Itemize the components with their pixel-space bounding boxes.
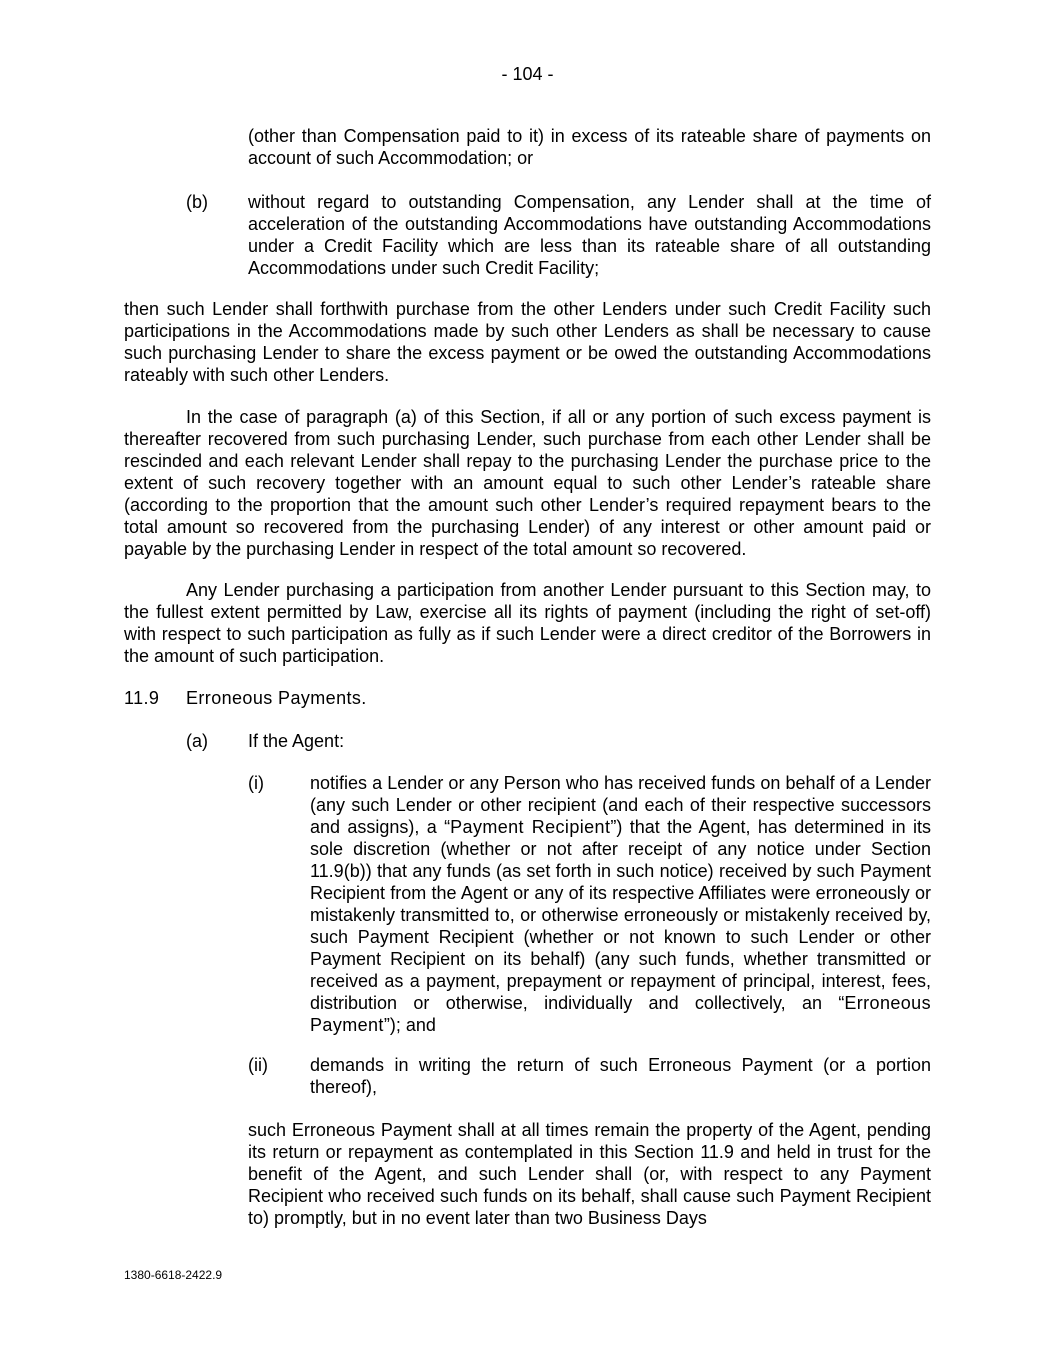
item-i-text	[310, 772, 931, 1036]
item-b-text: without regard to outstanding Compensation, any Lender shall at the time of acceleration of the outstanding Accommodations have outstanding Accommodations under a Credit Facility which are less than its rateable share of all outstanding Accommodations under such Credit Facility;	[248, 192, 931, 278]
continuation-paragraph: (other than Compensation paid to it) in excess of its rateable share of payments on account of such Accommodation; or	[248, 126, 931, 168]
document-id-footer: 1380-6618-2422.9	[124, 1268, 223, 1282]
item-ii-text: demands in writing the return of such Erroneous Payment (or a portion thereof),	[310, 1055, 931, 1097]
item-b-label: (b)	[186, 192, 208, 212]
then-paragraph: then such Lender shall forthwith purchase from the other Lenders under such Credit Facility such participations in the Accommodations made by such other Lenders as shall be necessary to cause such purchasing Lender to share the excess payment or be owed the outstanding Accommodations rateably with such other Lenders.	[124, 299, 931, 385]
page-number: - 104 -	[501, 64, 554, 84]
case-paragraph: In the case of paragraph (a) of this Section, if all or any portion of such excess payment is thereafter recovered from such purchasing Lender, such purchase from each other Lender shall be rescinded and each relevant Lender shall repay to the purchasing Lender the purchase price to the extent of such recovery together with an amount equal to such other Lender’s rateable share (according to the proportion that the amount such other Lender’s required repayment bears to the total amount so recovered from the purchasing Lender) of any interest or other amount paid or payable by the purchasing Lender in respect of the total amount so recovered.	[124, 407, 931, 559]
item-i-text-part2: ”) that the Agent, has determined in its sole discretion (whether or not after receipt of any notice under Section 11.9(b)) that any funds (as set forth in such notice) received by such Payment Recipient from the Agent or any of its respective Affiliates were erroneously or mistakenly transmitted to, or otherwise erroneously or mistakenly received by, such Payment Recipient (whether or not known to such Lender or other Payment Recipient on its behalf) (any such funds, whether transmitted or received as a payment, prepayment or repayment of principal, interest, fees, distribution or otherwise, individually and collectively, an “	[310, 817, 931, 1013]
such-paragraph: such Erroneous Payment shall at all times remain the property of the Agent, pending its return or repayment as contemplated in this Section 11.9 and held in trust for the benefit of the Agent, and such Lender shall (or, with respect to any Payment Recipient who received such funds on its behalf, shall cause such Payment Recipient to) promptly, but in no event later than two Business Days	[248, 1120, 931, 1228]
section-title: Erroneous Payments.	[186, 688, 367, 708]
sub-a-label: (a)	[186, 731, 208, 751]
sub-a-text: If the Agent:	[248, 731, 345, 751]
item-ii-label: (ii)	[248, 1055, 268, 1075]
defined-term-erroneous-payment: Erroneous Payment	[310, 993, 931, 1035]
item-i-label: (i)	[248, 773, 264, 793]
section-number: 11.9	[124, 688, 160, 708]
defined-term-payment-recipient: Payment Recipient	[450, 817, 611, 837]
any-lender-paragraph: Any Lender purchasing a participation from another Lender pursuant to this Section may, to the fullest extent permitted by Law, exercise all its rights of payment (including the right of set-off) with respect to such participation as fully as if such Lender were a direct creditor of the Borrowers in the amount of such participation.	[124, 580, 931, 666]
item-i-text-part1: notifies a Lender or any Person who has received funds on behalf of a Lender (any such Lender or other recipient (and each of their respective successors and assigns), a “	[310, 773, 931, 837]
item-i-text-part3: ”); and	[383, 1015, 436, 1035]
